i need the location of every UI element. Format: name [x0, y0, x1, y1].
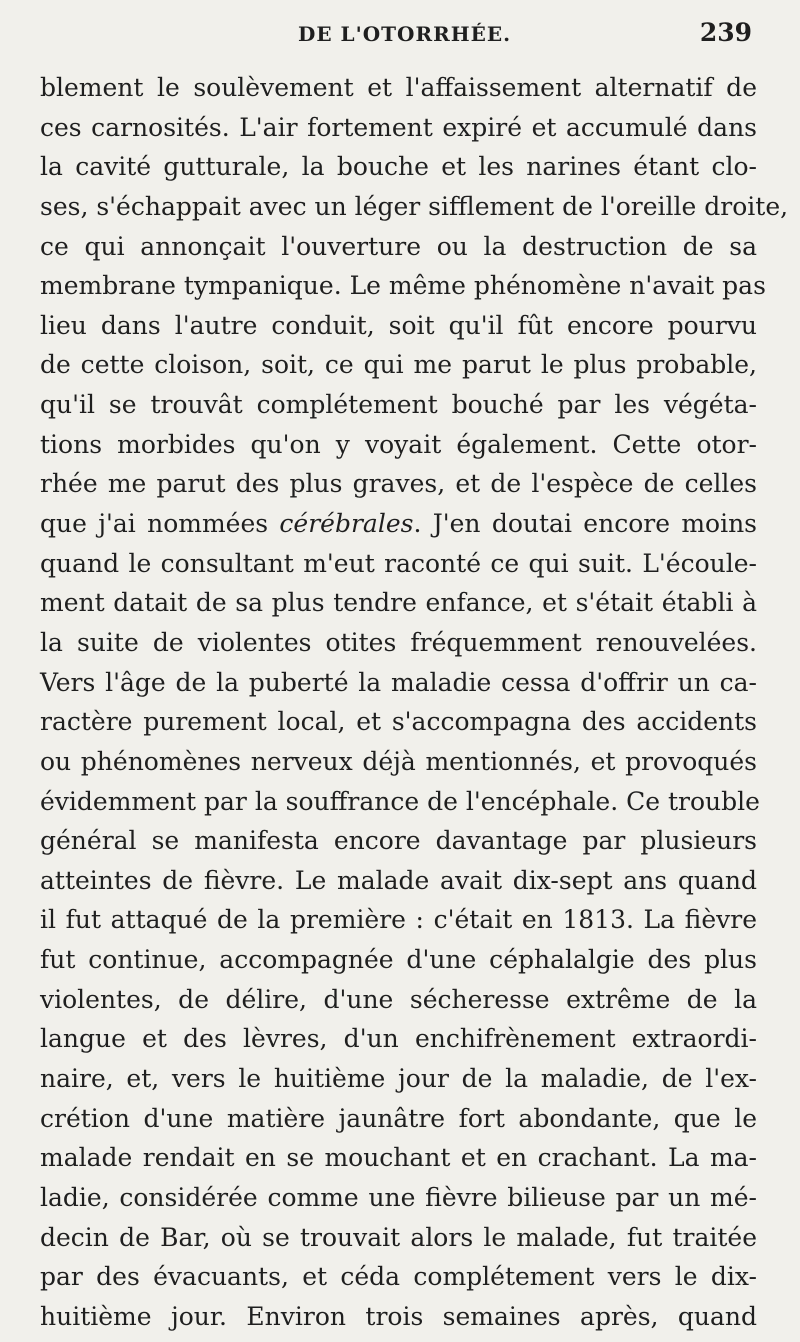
text-line-6: membrane tympanique. Le même phénomène n'avait pas: [40, 271, 766, 301]
text-line-27: crétion d'une matière jaunâtre fort abondante, que le: [40, 1103, 757, 1133]
text-line-8: de cette cloison, soit, ce qui me parut le plus probable,: [40, 350, 757, 380]
text-line-28: malade rendait en se mouchant et en crachant. La ma-: [40, 1143, 757, 1173]
text-line-7: lieu dans l'autre conduit, soit qu'il fût encore pourvu: [40, 310, 757, 340]
text-line-10: tions morbides qu'on y voyait également. Cette otor-: [40, 429, 757, 459]
text-line-4: ses, s'échappait avec un léger sifflement de l'oreille droite,: [40, 191, 789, 221]
text-line-19: évidemment par la souffrance de l'encéphale. Ce trouble: [40, 786, 760, 816]
text-line-32: huitième jour. Environ trois semaines après, quand: [40, 1301, 757, 1331]
text-line-30: decin de Bar, où se trouvait alors le malade, fut traitée: [40, 1222, 757, 1252]
text-line-15: la suite de violentes otites fréquemment renouvelées.: [40, 627, 757, 657]
text-line-14: ment datait de sa plus tendre enfance, et s'était établi à: [40, 588, 757, 618]
running-header: [0, 18, 800, 58]
text-line-11: rhée me parut des plus graves, et de l'espèce de celles: [40, 469, 757, 499]
text-line-12-start: que j'ai nommées: [40, 509, 280, 539]
text-line-5: ce qui annonçait l'ouverture ou la destruction de sa: [40, 231, 757, 261]
text-line-22: il fut attaqué de la première : c'était en 1813. La fièvre: [40, 905, 757, 935]
text-line-20: général se manifesta encore davantage par plusieurs: [40, 826, 757, 856]
text-line-29: ladie, considérée comme une fièvre bilieuse par un mé-: [40, 1182, 757, 1212]
page-number: 239: [699, 18, 752, 47]
text-line-31: par des évacuants, et céda complétement vers le dix-: [40, 1262, 757, 1292]
text-line-1: blement le soulèvement et l'affaissement alternatif de: [40, 73, 757, 102]
text-line-9: qu'il se trouvât complétement bouché par les végéta-: [40, 390, 757, 420]
text-line-13: quand le consultant m'eut raconté ce qui suit. L'écoule-: [40, 548, 757, 578]
body-text: [40, 68, 789, 1337]
text-line-17: ractère purement local, et s'accompagna des accidents: [40, 707, 757, 737]
text-line-23: fut continue, accompagnée d'une céphalalgie des plus: [40, 945, 757, 975]
text-line-18: ou phénomènes nerveux déjà mentionnés, et provoqués: [40, 746, 757, 776]
text-line-25: langue et des lèvres, d'un enchifrènement extraordi-: [40, 1024, 757, 1054]
text-line-2: ces carnosités. L'air fortement expiré et accumulé dans: [40, 112, 757, 142]
text-line-24: violentes, de délire, d'une sécheresse extrême de la: [40, 984, 757, 1014]
text-line-26: naire, et, vers le huitième jour de la maladie, de l'ex-: [40, 1064, 757, 1094]
text-line-3: la cavité gutturale, la bouche et les narines étant clo-: [40, 152, 757, 182]
text-line-21: atteintes de fièvre. Le malade avait dix-sept ans quand: [40, 865, 757, 895]
text-line-12-end: . J'en doutai encore moins: [413, 509, 758, 539]
italic-term: cérébrales: [279, 509, 414, 539]
running-title: DE L'OTORRHÉE.: [298, 22, 512, 46]
text-line-16: Vers l'âge de la puberté la maladie cessa d'offrir un ca-: [40, 667, 757, 697]
text-line-12: [40, 504, 757, 544]
